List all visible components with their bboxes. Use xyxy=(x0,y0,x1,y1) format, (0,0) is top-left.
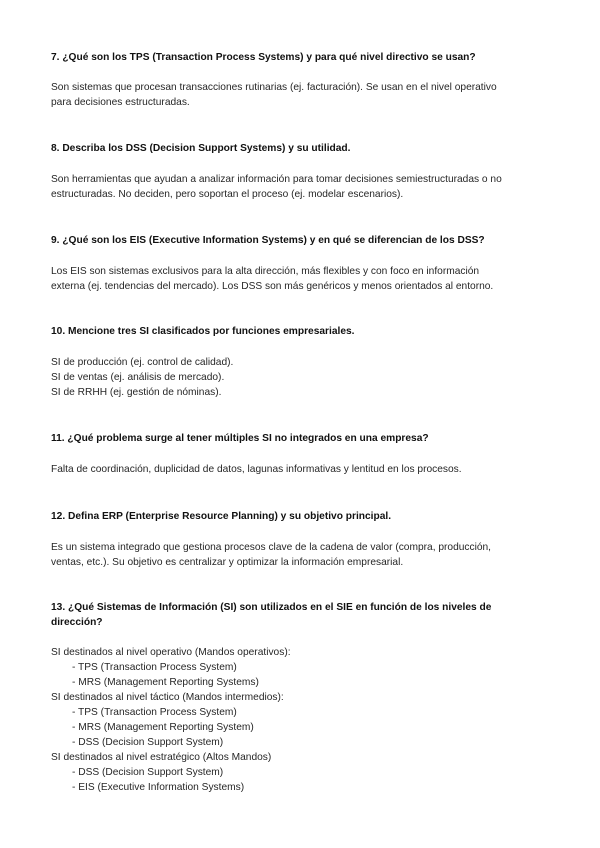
question-title-text: 11. ¿Qué problema surge al tener múltiples SI no integrados en una empresa? xyxy=(51,433,429,444)
answer-line: Falta de coordinación, duplicidad de datos, lagunas informativas y lentitud en los procesos. xyxy=(51,464,462,475)
question-title-text: 12. Defina ERP (Enterprise Resource Planning) y su objetivo principal. xyxy=(51,511,392,522)
question-13-title xyxy=(51,600,556,630)
question-title-text: 7. ¿Qué son los TPS (Transaction Process Systems) y para qué nivel directivo se usan? xyxy=(51,52,476,63)
question-9-answer xyxy=(51,264,556,294)
question-7-title xyxy=(51,50,556,65)
list-item: - EIS (Executive Information Systems) xyxy=(72,782,245,793)
question-12-answer xyxy=(51,540,556,570)
answer-line: externa (ej. tendencias del mercado). Los DSS son más genéricos y menos orientados al entorno. xyxy=(51,281,494,292)
list-item: - MRS (Management Reporting Systems) xyxy=(72,677,259,688)
answer-line: SI de producción (ej. control de calidad). xyxy=(51,357,234,368)
answer-line: SI de RRHH (ej. gestión de nóminas). xyxy=(51,387,222,398)
question-title-text: 10. Mencione tres SI clasificados por funciones empresariales. xyxy=(51,326,355,337)
answer-line: Los EIS son sistemas exclusivos para la alta dirección, más flexibles y con foco en información xyxy=(51,266,480,277)
question-10-answer xyxy=(51,355,556,400)
answer-line: Son herramientas que ayudan a analizar información para tomar decisiones semiestructuradas o no xyxy=(51,174,502,185)
level-heading: SI destinados al nivel táctico (Mandos intermedios): xyxy=(51,692,284,703)
question-8-answer xyxy=(51,172,556,202)
level-heading: SI destinados al nivel operativo (Mandos operativos): xyxy=(51,647,291,658)
question-title-text: 13. ¿Qué Sistemas de Información (SI) son utilizados en el SIE en función de los niveles de xyxy=(51,602,492,613)
answer-line: estructuradas. No deciden, pero soportan el proceso (ej. modelar escenarios). xyxy=(51,189,404,200)
answer-line: ventas, etc.). Su objetivo es centralizar y optimizar la información empresarial. xyxy=(51,557,404,568)
list-item: - TPS (Transaction Process System) xyxy=(72,707,237,718)
question-title-text: 8. Describa los DSS (Decision Support Systems) y su utilidad. xyxy=(51,143,351,154)
answer-line: Son sistemas que procesan transacciones rutinarias (ej. facturación). Se usan en el nivel operativo xyxy=(51,82,497,93)
answer-line: Es un sistema integrado que gestiona procesos clave de la cadena de valor (compra, producción, xyxy=(51,542,492,553)
question-title-text: 9. ¿Qué son los EIS (Executive Information Systems) y en qué se diferencian de los DSS? xyxy=(51,235,485,246)
question-13-answer xyxy=(51,645,556,795)
question-11-answer xyxy=(51,462,556,477)
answer-line: SI de ventas (ej. análisis de mercado). xyxy=(51,372,225,383)
question-9-title xyxy=(51,233,556,248)
answer-line: para decisiones estructuradas. xyxy=(51,97,190,108)
list-item: - TPS (Transaction Process System) xyxy=(72,662,237,673)
level-heading: SI destinados al nivel estratégico (Altos Mandos) xyxy=(51,752,272,763)
list-item: - MRS (Management Reporting System) xyxy=(72,722,254,733)
question-12-title xyxy=(51,509,556,524)
question-11-title xyxy=(51,431,556,446)
question-10-title xyxy=(51,324,556,339)
question-title-text: dirección? xyxy=(51,617,103,628)
list-item: - DSS (Decision Support System) xyxy=(72,767,224,778)
question-7-answer xyxy=(51,80,556,110)
question-8-title xyxy=(51,141,556,156)
list-item: - DSS (Decision Support System) xyxy=(72,737,224,748)
